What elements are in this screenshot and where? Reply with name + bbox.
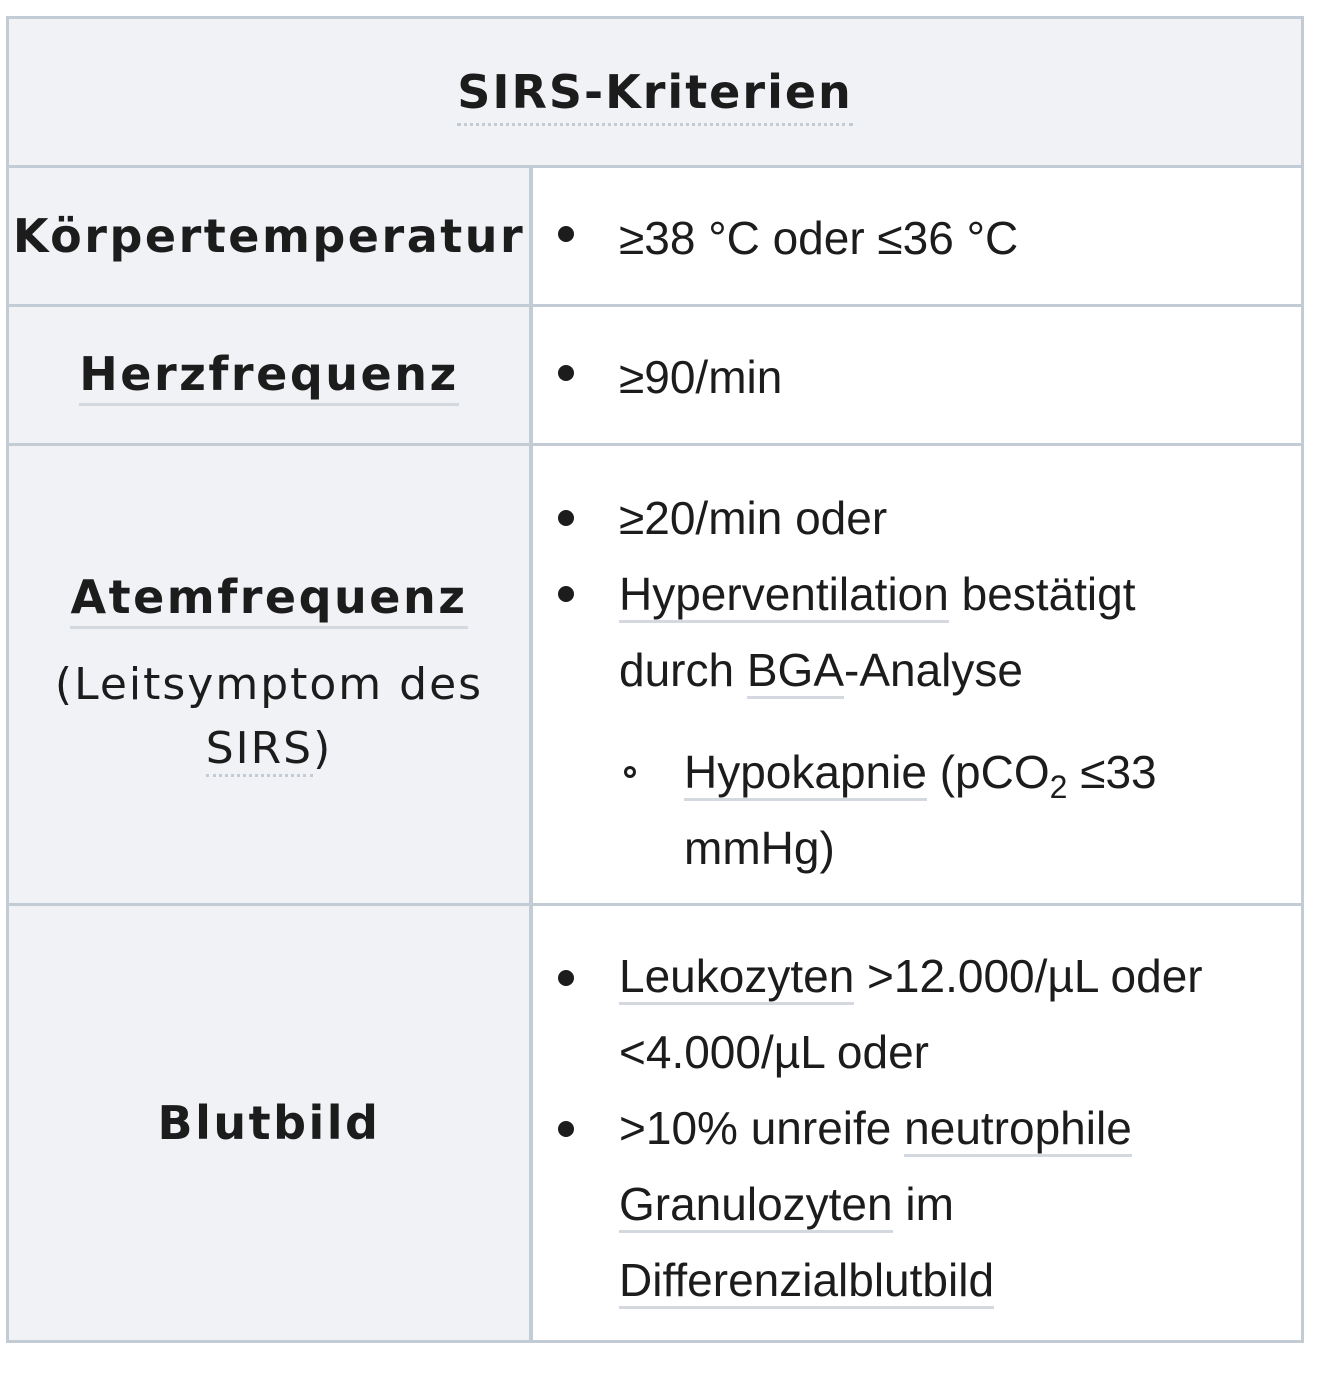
row-value-cell bbox=[533, 446, 1301, 903]
table-row-atemfrequenz bbox=[9, 446, 1301, 906]
sub-list-item bbox=[684, 734, 1157, 810]
row-label-cell bbox=[9, 307, 533, 443]
list-item bbox=[619, 1090, 1132, 1166]
hyperventilation-link[interactable]: Hyperventilation bbox=[619, 568, 949, 623]
row-label-cell bbox=[9, 906, 533, 1340]
list-item bbox=[619, 938, 1203, 1014]
table-row-blutbild bbox=[9, 906, 1301, 1340]
row-label: Blutbild bbox=[157, 1096, 381, 1150]
list-item-text: ≤33 bbox=[1067, 746, 1157, 798]
neutrophile-link[interactable]: neutrophile bbox=[904, 1102, 1132, 1157]
bullet-icon bbox=[558, 586, 574, 602]
row-value-cell bbox=[533, 307, 1301, 443]
list-item-text: (pCO bbox=[926, 746, 1050, 798]
row-label: Körpertemperatur bbox=[12, 209, 526, 263]
list-item bbox=[619, 556, 1136, 632]
list-item-continuation bbox=[619, 632, 1023, 708]
row-sublabel bbox=[55, 653, 483, 781]
list-item-text: >12.000/µL oder bbox=[854, 950, 1203, 1002]
row-label-cell bbox=[9, 446, 533, 903]
bullet-icon bbox=[558, 510, 574, 526]
bga-link[interactable]: BGA bbox=[747, 644, 844, 699]
list-item-text: im bbox=[892, 1178, 954, 1230]
list-item-continuation: <4.000/µL oder bbox=[619, 1026, 929, 1078]
list-item: ≥38 °C oder ≤36 °C bbox=[619, 212, 1019, 264]
list-item-continuation bbox=[619, 1166, 954, 1242]
leukozyten-link[interactable]: Leukozyten bbox=[619, 950, 854, 1005]
list-item-text: >10% unreife bbox=[619, 1102, 905, 1154]
hypokapnie-link[interactable]: Hypokapnie bbox=[684, 746, 927, 801]
bullet-icon bbox=[558, 1121, 574, 1137]
row-label-cell bbox=[9, 168, 533, 304]
list-item: ≥90/min bbox=[619, 351, 783, 403]
subscript: 2 bbox=[1049, 769, 1068, 806]
sub-list-item-continuation: mmHg) bbox=[684, 822, 835, 874]
table-header-row bbox=[9, 19, 1301, 168]
bullet-icon bbox=[558, 226, 574, 242]
list-item-continuation bbox=[619, 1242, 994, 1318]
row-label-link[interactable]: Herzfrequenz bbox=[79, 345, 458, 406]
table-row-koerpertemperatur bbox=[9, 168, 1301, 307]
sirs-abbreviation-link[interactable]: SIRS bbox=[206, 723, 313, 777]
sublabel-close: ) bbox=[313, 723, 333, 774]
row-label-link[interactable]: Atemfrequenz bbox=[70, 568, 467, 629]
list-item: ≥20/min oder bbox=[619, 492, 888, 544]
granulozyten-link[interactable]: Granulozyten bbox=[619, 1178, 893, 1233]
table-row-herzfrequenz bbox=[9, 307, 1301, 446]
sublabel-text: (Leitsymptom des bbox=[54, 659, 484, 710]
sirs-criteria-table bbox=[6, 16, 1304, 1343]
list-item-text: durch bbox=[619, 644, 747, 696]
list-item-text: bestätigt bbox=[948, 568, 1136, 620]
bullet-icon bbox=[558, 970, 574, 986]
table-title[interactable]: SIRS-Kriterien bbox=[457, 65, 853, 126]
differenzialblutbild-link[interactable]: Differenzialblutbild bbox=[619, 1254, 994, 1309]
list-item-text: -Analyse bbox=[844, 644, 1023, 696]
circle-bullet-icon bbox=[624, 766, 636, 778]
row-value-cell bbox=[533, 906, 1301, 1340]
bullet-icon bbox=[558, 365, 574, 381]
row-value-cell bbox=[533, 168, 1301, 304]
